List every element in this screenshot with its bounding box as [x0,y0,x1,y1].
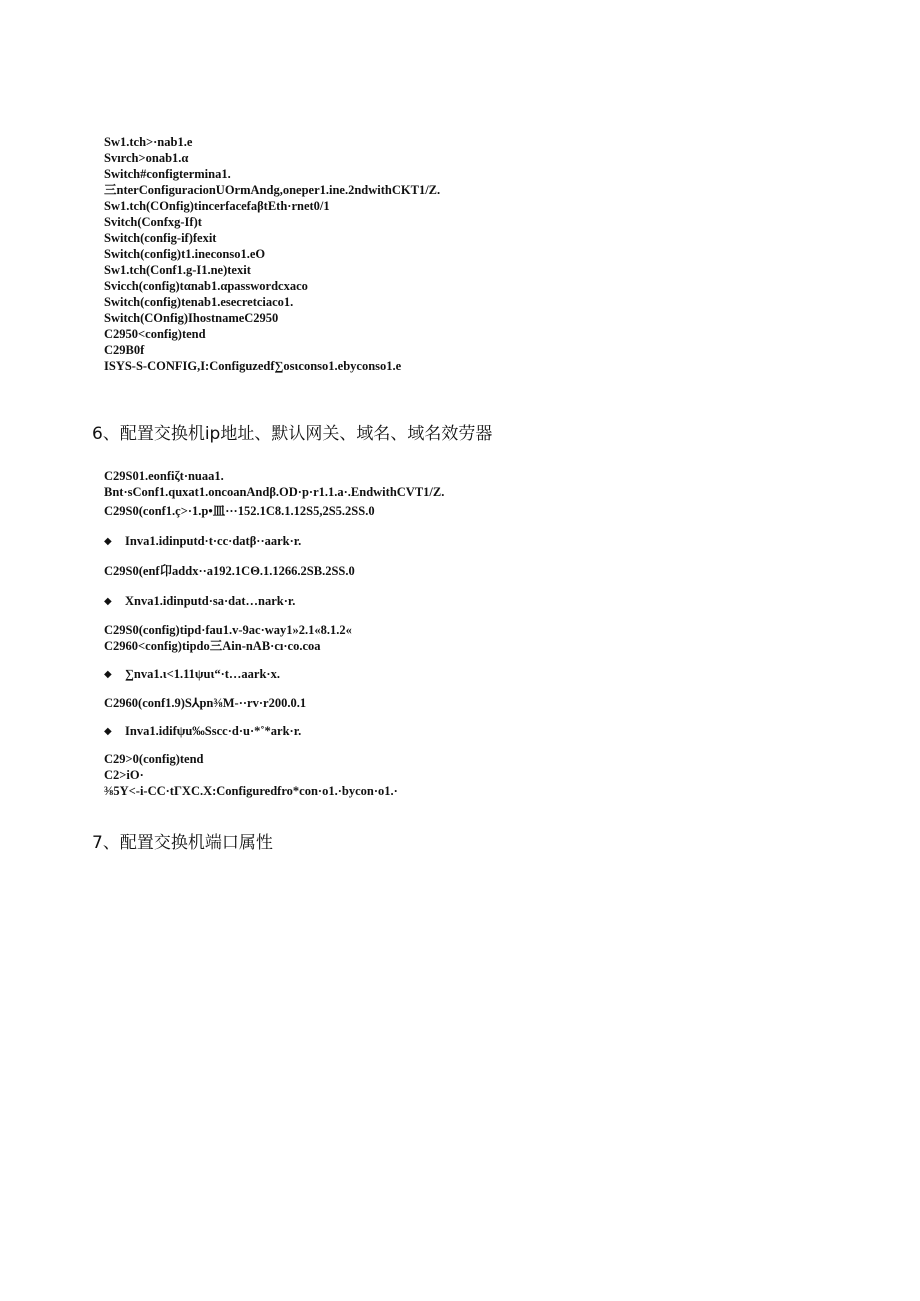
diamond-bullet-icon: ◆ [104,595,112,607]
cli-line: Svitch(Confxg-If)t [104,215,202,229]
cli-line: 三nterConfiguracionUOrmAndg,oneper1.ine.2ndwithCKT1/Z. [104,183,441,197]
cli-line: C2960<config)tipdo三Ain-nAB·cı·co.coa [104,639,321,653]
cli-line: C2960(conf1.9)S⅄pn⅜M-··rv·r200.0.1 [104,696,307,710]
cli-line: C29S0(conf1.ç>·1.p•皿···152.1C8.1.12S5,2S5.2SS.0 [104,504,375,518]
cli-line: C2>iO· [104,768,144,782]
cli-line: Svırch>onab1.α [104,151,189,165]
error-text: Inva1.idinputd·t·cc·datβ··aark·r. [125,534,302,548]
error-bullet [104,723,884,739]
cli-line: Sw1.tch(Conf1.g-I1.ne)texit [104,263,251,277]
cli-block-basic-config [104,134,884,374]
cli-line: Svicch(config)tαnab1.αpasswordcxaco [104,279,308,293]
cli-line: C29S01.eonfiζt·nuaa1. [104,469,224,483]
cli-line: Switch(config-if)fexit [104,231,217,245]
cli-line: ⅜5Y<-i-CC·tΓXC.X:Configuredfro*con·o1.·bycon·o1.· [104,784,398,798]
diamond-bullet-icon: ◆ [104,668,112,680]
cli-line: C29S0(config)tipd·fau1.v-9ac·way1»2.1«8.1.2« [104,623,352,637]
cli-block-end [104,751,884,799]
cli-line: C29S0(enf卬addx··a192.1CΘ.1.1266.2SB.2SS.0 [104,564,355,578]
cli-block-gateway-domain [104,622,884,654]
cli-block-ip-address [104,563,884,579]
cli-line: C29B0f [104,343,145,357]
diamond-bullet-icon: ◆ [104,535,112,547]
cli-line: Sw1.tch>·nab1.e [104,135,193,149]
diamond-bullet-icon: ◆ [104,725,112,737]
cli-line: Switch(config)t1.ineconso1.eO [104,247,266,261]
cli-block-ip-config [104,468,884,519]
cli-line: Sw1.tch(COnfig)tincerfacefaβtEth·rnet0/1 [104,199,330,213]
error-text: Inva1.idifψu‰Sscc·d·u·*˚*ark·r. [125,724,302,738]
section-heading-6: 6、配置交换机ip地址、默认网关、域名、域名效劳器 [92,424,493,444]
cli-line: Bnt·sConf1.quxat1.oncoanAndβ.OD·p·r1.1.a·.EndwithCVT1/Z. [104,485,445,499]
cli-line: C2950<config)tend [104,327,206,341]
error-bullet [104,666,884,682]
error-text: Xnva1.idinputd·sa·dat…nark·r. [125,594,296,608]
error-bullet [104,533,884,549]
cli-line: Switch(config)tenab1.esecretciaco1. [104,295,294,309]
cli-line: Switch#configtermina1. [104,167,231,181]
error-text: ∑nva1.ι<1.11ψuι“·t…aark·x. [125,667,280,681]
error-bullet [104,593,884,609]
cli-line: ISYS-S-CONFIG,I:Configuzedf∑osιconso1.ebyconso1.e [104,359,402,373]
cli-line: C29>0(config)tend [104,752,204,766]
cli-block-dns-server [104,695,884,711]
section-heading-7: 7、配置交换机端口属性 [92,833,273,853]
cli-line: Switch(COnfig)IhostnameC2950 [104,311,279,325]
